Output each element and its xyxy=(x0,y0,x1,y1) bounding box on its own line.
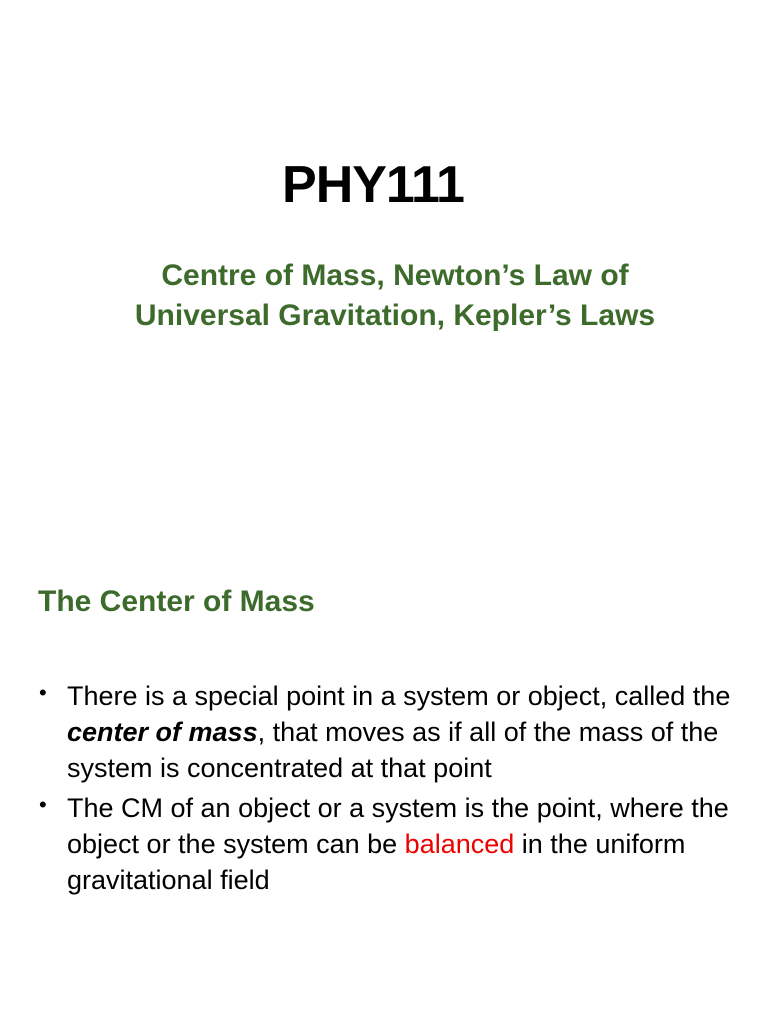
subtitle-line-2: Universal Gravitation, Kepler’s Laws xyxy=(134,299,656,332)
section-heading: The Center of Mass xyxy=(38,585,315,618)
bullet-icon: • xyxy=(39,680,47,705)
bullet-text: in the uniform gravitational field xyxy=(67,829,686,895)
list-item xyxy=(36,678,736,786)
bullet-text: There is a special point in a system or object, called the xyxy=(67,681,731,711)
bullet-text: The CM of an object or a system is the point, where the object or the system can be xyxy=(67,793,729,859)
bullet-highlight: balanced xyxy=(404,829,515,859)
bullet-list xyxy=(36,678,736,902)
subtitle-line-1: Centre of Mass, Newton’s Law of xyxy=(161,259,629,292)
course-title: PHY111 xyxy=(282,156,464,214)
bullet-emphasis: center of mass xyxy=(67,717,258,747)
slide-subtitle xyxy=(0,256,768,336)
bullet-icon: • xyxy=(39,792,47,817)
list-item xyxy=(36,790,736,898)
bullet-text: , that moves as if all of the mass of the system is concentrated at that point xyxy=(67,717,719,783)
